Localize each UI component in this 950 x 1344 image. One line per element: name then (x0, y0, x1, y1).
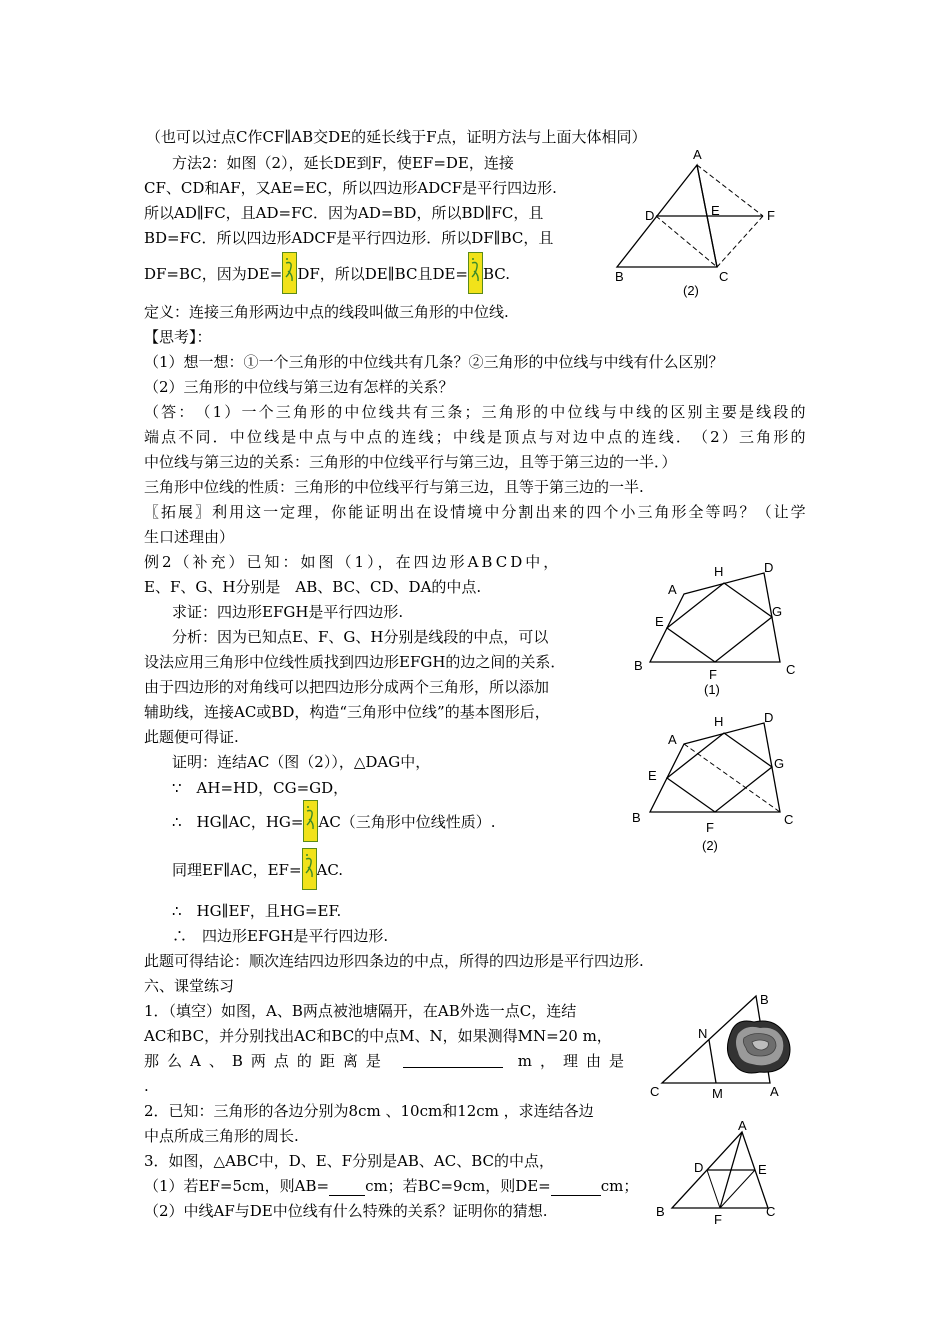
text-line: CF、CD和AF，又AE=EC，所以四边形ADCF是平行四边形. (144, 179, 557, 197)
text-line (172, 800, 496, 844)
text-line: 设法应用三角形中位线性质找到四边形EFGH的边之间的关系． (144, 653, 566, 671)
text-segment: cm； (600, 1177, 639, 1195)
point-label: B (634, 658, 643, 673)
point-label: D (764, 710, 774, 725)
point-label: B (760, 992, 769, 1007)
text-line (144, 1051, 632, 1071)
text-line: 三角形中位线的性质：三角形的中位线平行与第三边，且等于第三边的一半. (144, 478, 644, 496)
text-line: ∵ AH=HD，CG=GD， (172, 779, 349, 797)
point-label: A (693, 147, 702, 162)
answer-blank (403, 1051, 503, 1068)
half-fraction-image (468, 252, 483, 294)
text-line: 中点所成三角形的周长. (144, 1127, 299, 1145)
point-label: F (714, 1212, 722, 1227)
text-line (144, 252, 510, 296)
point-label: G (774, 756, 785, 771)
text-line: （1）想一想：①一个三角形的中位线共有几条？②三角形的中位线与中线有什么区别？ (144, 353, 724, 371)
text-line: AC和BC，并分别找出AC和BC的中点M、N，如果测得MN=20 m， (144, 1027, 612, 1045)
answer-blank (551, 1179, 601, 1196)
point-label: N (698, 1026, 708, 1041)
text-line: （也可以过点C作CF∥AB交DE的延长线于F点，证明方法与上面大体相同） (146, 128, 647, 146)
text-line: E、F、G、H分别是 AB、BC、CD、DA的中点. (144, 578, 482, 596)
text-line: 2．已知：三角形的各边分别为8cm 、10cm和12cm ，求连结各边 (144, 1102, 594, 1120)
point-label: H (714, 714, 724, 729)
point-label: C (786, 662, 796, 677)
point-label: A (668, 582, 677, 597)
text-line: 辅助线，连接AC或BD，构造“三角形中位线”的基本图形后， (144, 703, 550, 721)
point-label: C (650, 1084, 660, 1099)
point-label: A (668, 732, 677, 747)
text-segment: m，理由是 (517, 1052, 632, 1070)
half-fraction-image (282, 252, 297, 294)
point-label: B (615, 269, 624, 284)
text-line: ∴ HG∥EF，且HG=EF. (172, 902, 342, 920)
text-line: 由于四边形的对角线可以把四边形分成两个三角形，所以添加 (144, 678, 550, 696)
text-line: 求证：四边形EFGH是平行四边形. (172, 603, 404, 621)
point-label: G (772, 604, 783, 619)
point-label: D (764, 560, 774, 575)
text-line: 中位线与第三边的关系：三角形的中位线平行与第三边，且等于第三边的一半．） (144, 453, 677, 471)
text-line: 1．（填空）如图，A、B两点被池塘隔开，在AB外选一点C，连结 (144, 1002, 577, 1020)
figure-caption: (1) (704, 682, 720, 697)
text-line: 证明：连结AC（图（2）），△DAG中， (172, 753, 431, 771)
point-label: F (706, 820, 714, 835)
text-line: 〖 拓 展 〗 利 用 这 一 定 理 ， 你 能 证 明 出 在 设 情 境 中 分 割 出 来 的 四 个 小 三 角 形 全 等 吗 ？ （ 让 学 (144, 503, 806, 521)
figure-median-triangle (650, 1118, 785, 1228)
text-line: 生口述理由） (144, 528, 235, 546)
point-label: D (694, 1160, 704, 1175)
text-line (172, 848, 343, 892)
half-fraction-image (302, 848, 317, 890)
text-line: 定义：连接三角形两边中点的线段叫做三角形的中位线. (144, 303, 509, 321)
text-line: 例2（补充）已知：如图（1），在四边形ABCD中， (144, 553, 562, 571)
point-label: B (632, 810, 641, 825)
point-label: A (738, 1118, 747, 1133)
text-line: 分析：因为已知点E、F、G、H分别是线段的中点，可以 (172, 628, 549, 646)
figure-quadrilateral-1 (628, 560, 808, 700)
point-label: F (709, 667, 717, 682)
text-segment: DF=BC，因为DE= (144, 265, 283, 283)
text-segment: ∴ HG∥AC，HG= (172, 813, 304, 831)
figure-pond-triangle (642, 990, 792, 1102)
text-line: 此题便可得证. (144, 728, 239, 746)
point-label: C (719, 269, 729, 284)
text-segment: AC. (316, 861, 344, 879)
text-segment: 同理EF∥AC，EF= (172, 861, 302, 879)
text-line: 此题可得结论：顺次连结四边形四条边的中点，所得的四边形是平行四边形. (144, 952, 644, 970)
text-line: BD=FC．所以四边形ADCF是平行四边形．所以DF∥BC，且 (144, 229, 554, 247)
point-label: C (766, 1204, 776, 1219)
figure-caption: (2) (683, 283, 699, 298)
point-label: E (711, 203, 720, 218)
point-label: D (645, 208, 655, 223)
point-label: E (758, 1162, 767, 1177)
answer-blank (329, 1179, 365, 1196)
figure-triangle-parallelogram (605, 145, 790, 300)
text-segment: （1）若EF=5cm，则AB= (144, 1177, 330, 1195)
text-line: 【思考】： (144, 328, 212, 346)
figure-caption: (2) (702, 838, 718, 853)
text-line: ∴ 四边形EFGH是平行四边形. (172, 927, 389, 945)
point-label: C (784, 812, 794, 827)
point-label: M (712, 1086, 723, 1101)
point-label: B (656, 1204, 665, 1219)
text-line: 所以AD∥FC，且AD=FC．因为AD=BD，所以BD∥FC，且 (144, 204, 544, 222)
text-line: 3．如图，△ABC中，D、E、F分别是AB、AC、BC的中点， (144, 1152, 555, 1170)
point-label: E (655, 614, 664, 629)
text-segment: cm；若BC=9cm，则DE= (365, 1177, 551, 1195)
point-label: E (648, 768, 657, 783)
text-segment: BC. (483, 265, 511, 283)
text-line: 六、课堂练习 (144, 977, 235, 995)
text-segment: 那么A、B两点的距离是 (144, 1052, 389, 1070)
point-label: H (714, 564, 724, 579)
text-segment: AC（三角形中位线性质）. (318, 813, 496, 831)
point-label: F (767, 208, 775, 223)
text-line: （ 答 ： （ 1 ） 一 个 三 角 形 的 中 位 线 共 有 三 条 ； 三 角 形 的 中 位 线 与 中 线 的 区 别 主 要 是 线 段 的 (144, 403, 806, 421)
text-line: 端 点 不 同 ． 中 位 线 是 中 点 与 中 点 的 连 线 ； 中 线 是 顶 点 与 对 边 中 点 的 连 线 ． （ 2 ） 三 角 形 的 (144, 428, 806, 446)
pond-shape (727, 1021, 790, 1073)
text-line (144, 1176, 638, 1196)
text-line: 方法2：如图（2），延长DE到F，使EF=DE，连接 (172, 154, 514, 172)
text-segment: DF，所以DE∥BC且DE= (297, 265, 468, 283)
half-fraction-image (303, 800, 318, 842)
text-line: （2）中线AF与DE中位线有什么特殊的关系？证明你的猜想. (144, 1202, 548, 1220)
figure-quadrilateral-2 (628, 710, 808, 860)
text-line: . (144, 1077, 149, 1095)
point-label: A (770, 1084, 779, 1099)
text-line: （2）三角形的中位线与第三边有怎样的关系？ (144, 378, 454, 396)
